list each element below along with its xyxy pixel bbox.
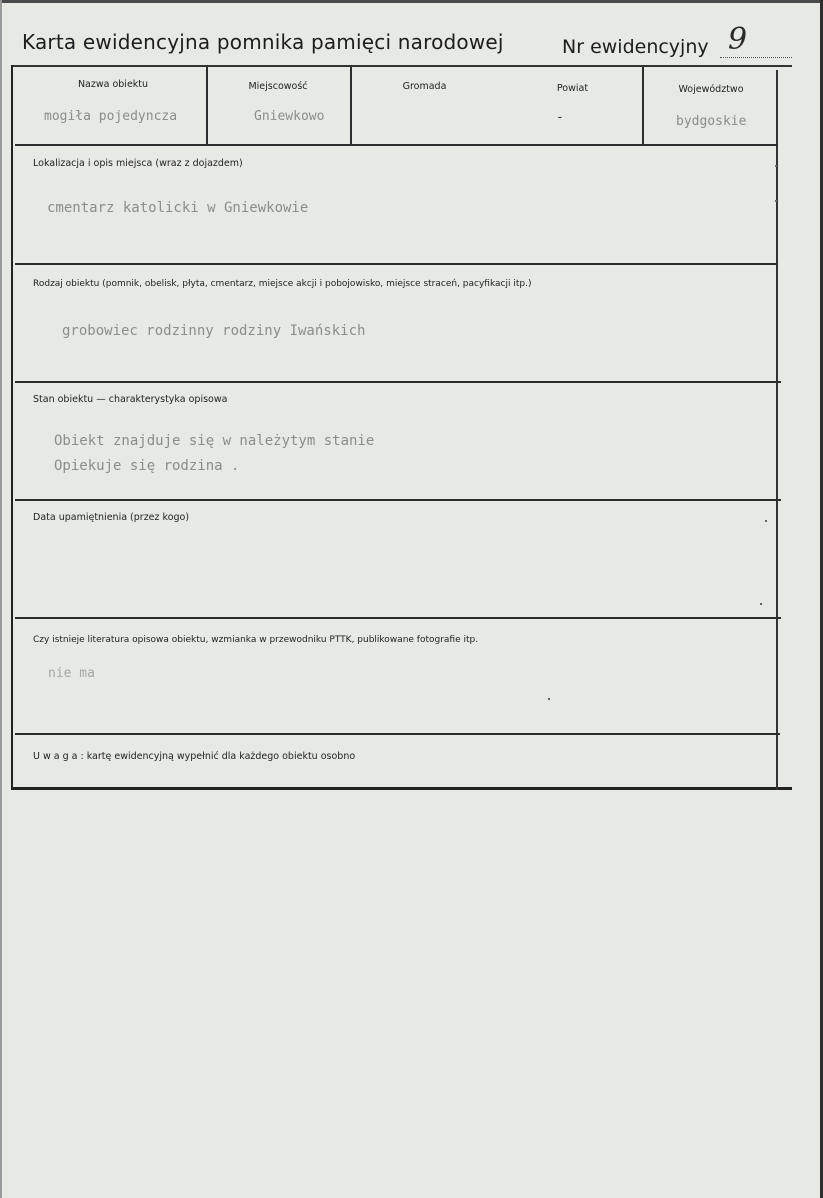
field-lokalizacja-value[interactable]: cmentarz katolicki w Gniewkowie bbox=[47, 200, 309, 216]
row-divider-3 bbox=[15, 381, 781, 383]
note-uwaga: U w a g a : kartę ewidencyjną wypełnić dla każdego obiektu osobno bbox=[33, 751, 356, 762]
row-divider-5 bbox=[15, 617, 781, 619]
form-title: Karta ewidencyjna pomnika pamięci narodowej bbox=[22, 30, 504, 54]
column-label-wojewodztwo: Województwo bbox=[678, 84, 744, 95]
scan-speck bbox=[775, 165, 777, 167]
field-wojewodztwo-value[interactable]: bydgoskie bbox=[676, 114, 747, 129]
field-stan-line-2[interactable]: Opiekuje się rodzina . bbox=[54, 458, 240, 474]
scan-speck bbox=[760, 603, 762, 605]
row-divider-2 bbox=[15, 263, 778, 265]
column-label-miejscowosc: Miejscowość bbox=[248, 81, 308, 92]
form-frame-right bbox=[776, 70, 778, 790]
row-divider-6 bbox=[15, 733, 780, 735]
field-rodzaj-value[interactable]: grobowiec rodzinny rodziny Iwańskich bbox=[62, 323, 366, 339]
section-label-rodzaj: Rodzaj obiektu (pomnik, obelisk, płyta, cmentarz, miejsce akcji i pobojowisko, miejsce straceń, pacyfikacji itp.) bbox=[33, 279, 532, 289]
sheet-edge-top bbox=[0, 0, 823, 3]
column-label-nazwa: Nazwa obiektu bbox=[77, 79, 149, 90]
form-frame bbox=[11, 65, 792, 790]
column-label-gromada: Gromada bbox=[402, 81, 447, 92]
column-divider-3 bbox=[642, 67, 644, 144]
scan-speck bbox=[775, 200, 777, 202]
row-divider-1 bbox=[15, 144, 778, 146]
field-miejscowosc-value[interactable]: Gniewkowo bbox=[254, 109, 325, 124]
field-nazwa-value[interactable]: mogiła pojedyncza bbox=[44, 109, 178, 124]
section-label-data: Data upamiętnienia (przez kogo) bbox=[33, 512, 190, 523]
column-divider-2 bbox=[350, 67, 352, 144]
field-literatura-value[interactable]: nie ma bbox=[48, 666, 95, 681]
row-divider-4 bbox=[15, 499, 781, 501]
registry-number-value[interactable]: 9 bbox=[720, 22, 792, 58]
scan-speck bbox=[548, 698, 550, 700]
section-label-stan: Stan obiektu — charakterystyka opisowa bbox=[33, 394, 228, 405]
column-label-powiat: Powiat bbox=[556, 83, 589, 94]
section-label-literatura: Czy istnieje literatura opisowa obiektu, wzmianka w przewodniku PTTK, publikowane fotografie itp. bbox=[33, 635, 479, 645]
scan-speck bbox=[765, 520, 767, 522]
section-label-lokalizacja: Lokalizacja i opis miejsca (wraz z dojazdem) bbox=[33, 158, 243, 169]
field-powiat-value[interactable]: - bbox=[556, 110, 564, 125]
column-divider-1 bbox=[206, 67, 208, 144]
field-stan-line-1[interactable]: Obiekt znajduje się w należytym stanie bbox=[54, 433, 375, 449]
sheet-edge-left bbox=[0, 0, 2, 1198]
registry-number-label: Nr ewidencyjny bbox=[562, 36, 709, 58]
